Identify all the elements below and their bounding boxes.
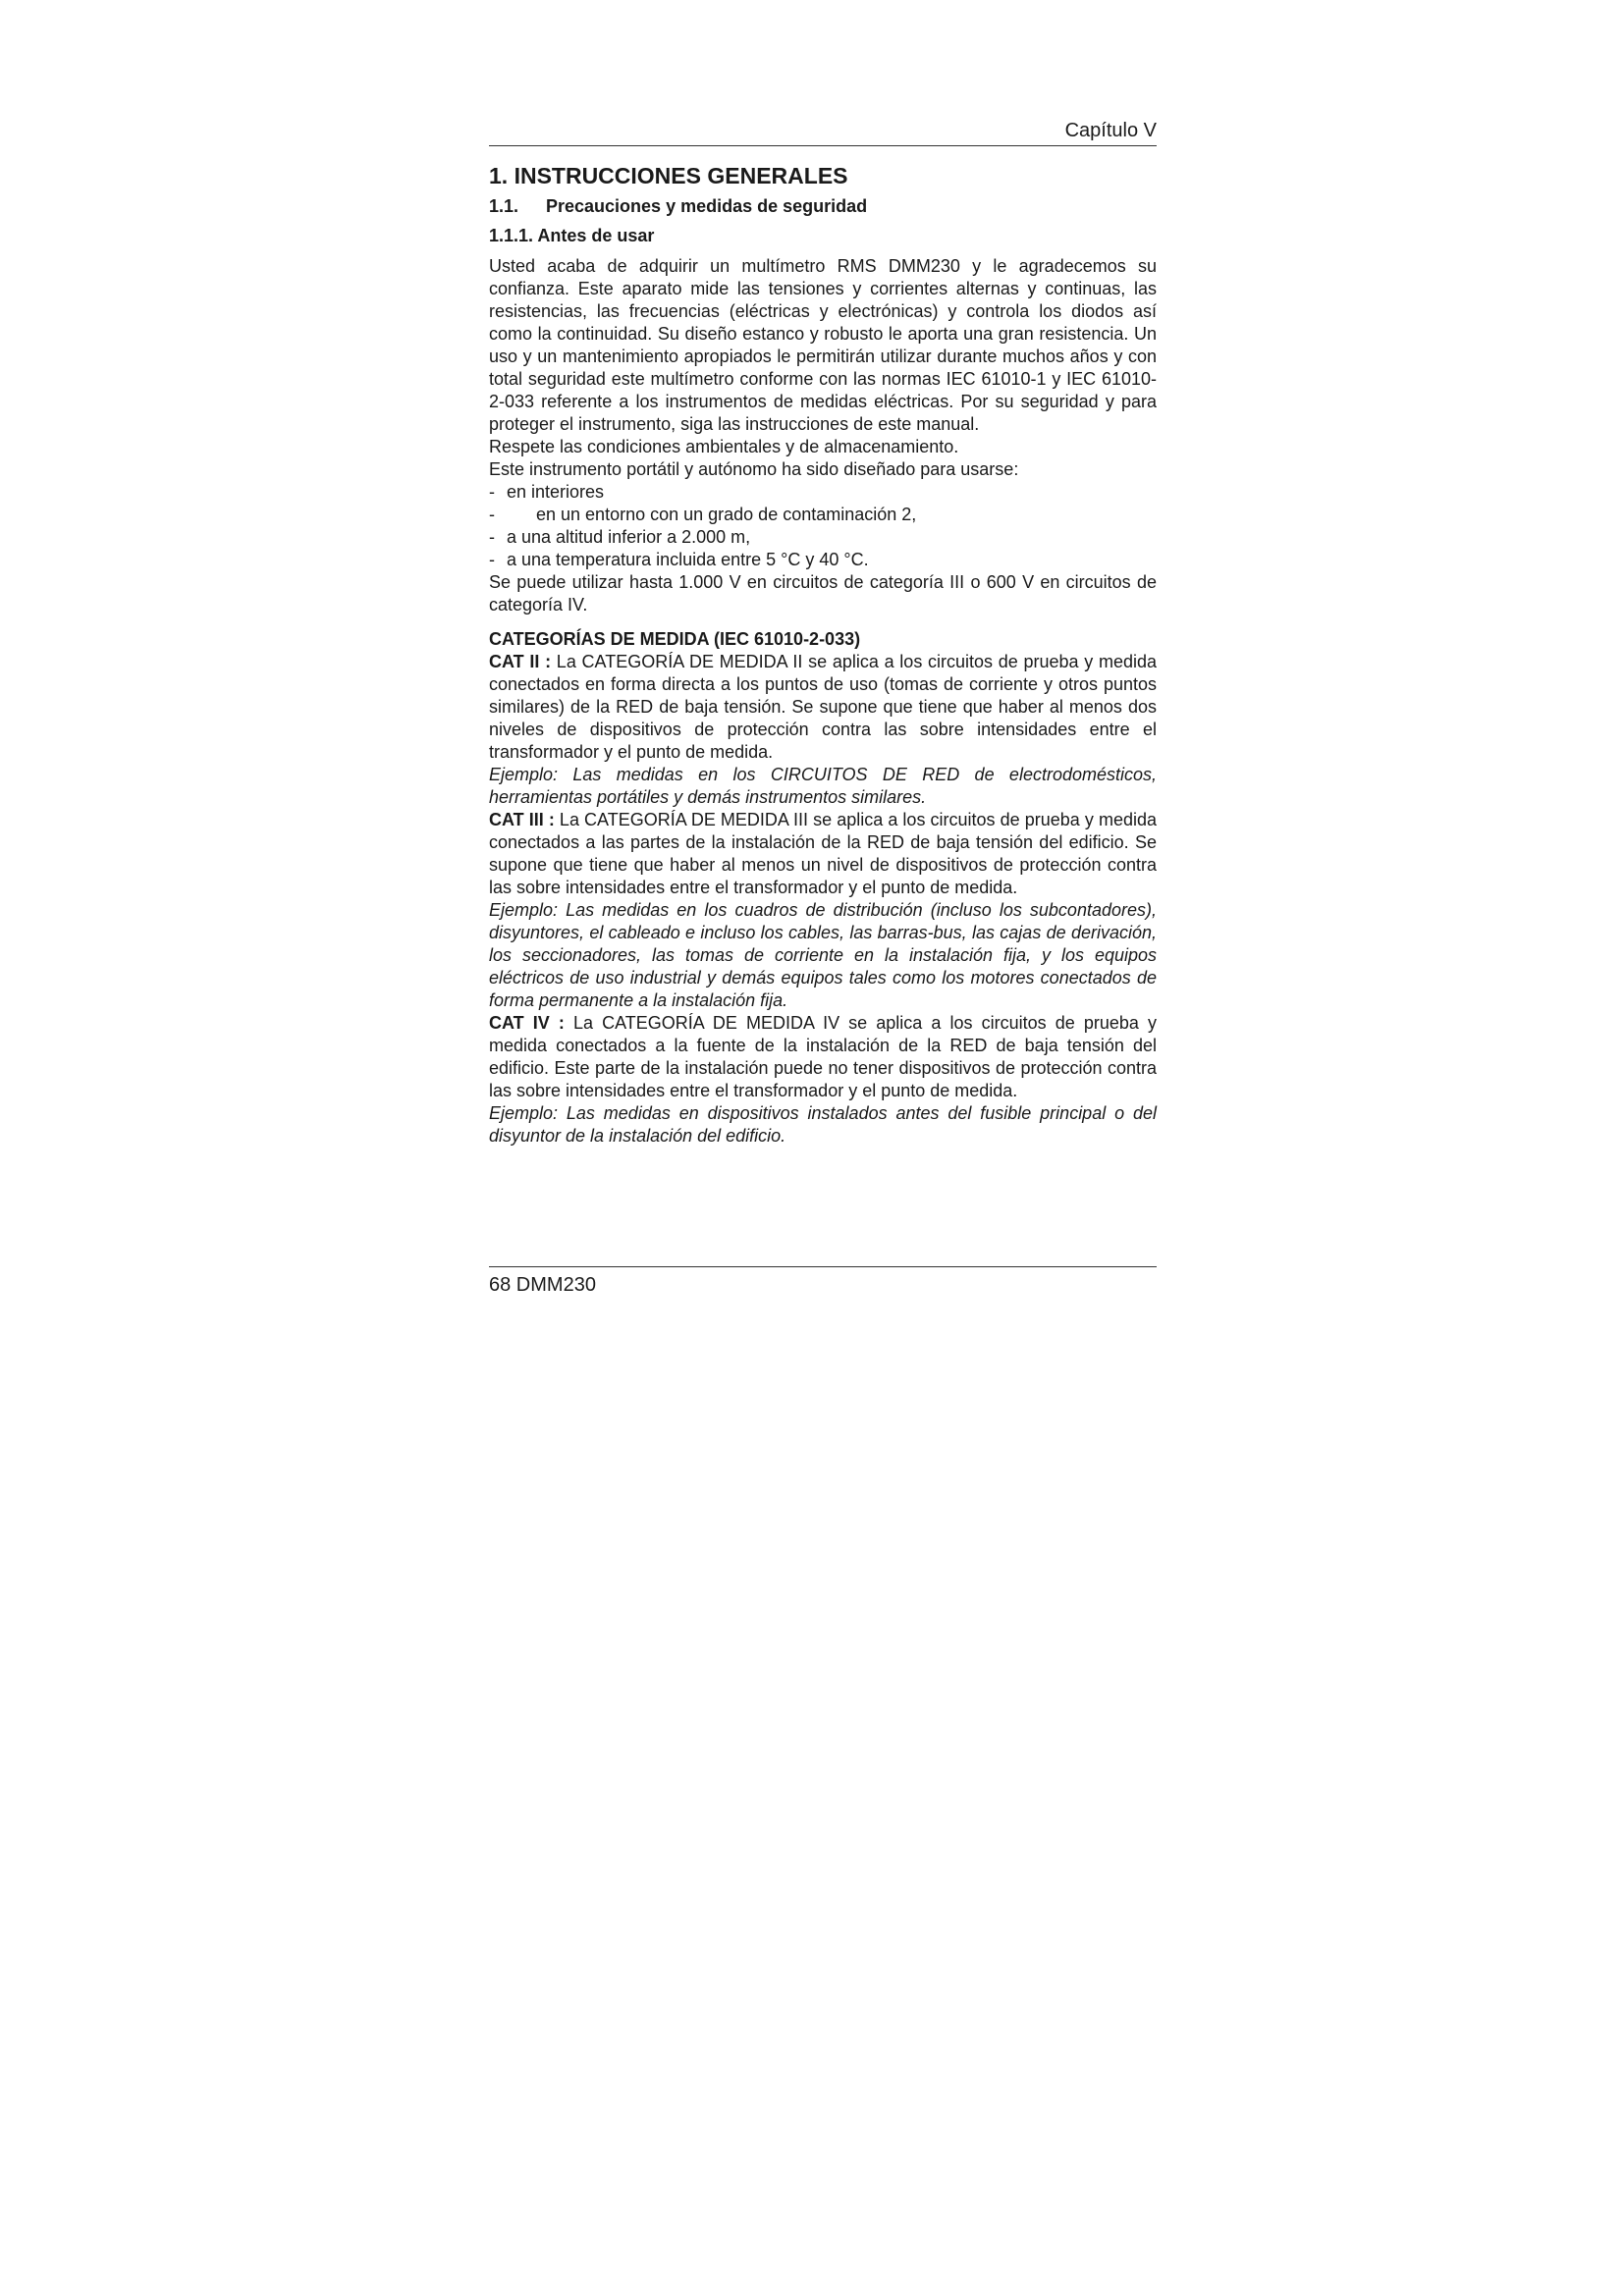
cat4-example: Ejemplo: Las medidas en dispositivos instalados antes del fusible principal o del disyuntor de la instalación del edificio. bbox=[489, 1103, 1157, 1146]
usage-paragraph: Se puede utilizar hasta 1.000 V en circuitos de categoría III o 600 V en circuitos de categoría IV. bbox=[489, 572, 1157, 614]
portable-paragraph: Este instrumento portátil y autónomo ha sido diseñado para usarse: bbox=[489, 459, 1019, 479]
list-item: - a una altitud inferior a 2.000 m, bbox=[489, 527, 751, 547]
categories-heading: CATEGORÍAS DE MEDIDA (IEC 61010-2-033) bbox=[489, 629, 861, 649]
page-footer: 68 DMM230 bbox=[489, 1274, 596, 1296]
list-item: - a una temperatura incluida entre 5 °C y 40 °C. bbox=[489, 550, 869, 569]
list-item: - en interiores bbox=[489, 482, 605, 502]
section-label: Precauciones y medidas de seguridad bbox=[546, 196, 868, 216]
cat2-paragraph: CAT II : La CATEGORÍA DE MEDIDA II se aplica a los circuitos de prueba y medida conectados en forma directa a los puntos de uso (tomas de corriente y otros puntos similares) de la RED de baja tensión. Se supone que tiene que haber al menos dos niveles de dispositivos de protección contra las sobre intensidades entre el transformador y el punto de medida. bbox=[489, 652, 1158, 762]
usage-list bbox=[489, 481, 1157, 571]
cat3-example: Ejemplo: Las medidas en los cuadros de distribución (incluso los subcontadores), disyuntores, el cableado e incluso los cables, las barras-bus, las cajas de derivación, los seccionadores, las tomas de corriente en la instalación fija, y los equipos eléctricos de uso industrial y demás equipos tales como los motores conectados de forma permanente a la instalación fija. bbox=[489, 900, 1157, 1010]
header-divider bbox=[489, 145, 1157, 146]
cat3-paragraph: CAT III : La CATEGORÍA DE MEDIDA III se aplica a los circuitos de prueba y medida conectados a las partes de la instalación de la RED de baja tensión del edificio. Se supone que tiene que haber al menos un nivel de dispositivos de protección contra las sobre intensidades entre el transformador y el punto de medida. bbox=[489, 810, 1158, 897]
cat3-label: CAT III : bbox=[489, 810, 555, 829]
section-heading bbox=[489, 196, 867, 217]
subsection-heading: 1.1.1. Antes de usar bbox=[489, 226, 655, 245]
page-title: 1. INSTRUCCIONES GENERALES bbox=[489, 163, 848, 188]
intro-paragraph: Usted acaba de adquirir un multímetro RMS DMM230 y le agradecemos su confianza. Este aparato mide las tensiones y corrientes alternas y continuas, las resistencias, las frecuencias (eléctricas y electrónicas) y controla los diodos así como la continuidad. Su diseño estanco y robusto le aporta una gran resistencia. Un uso y un mantenimiento apropiados le permitirán utilizar durante muchos años y con total seguridad este multímetro conforme con las normas IEC 61010-1 y IEC 61010-2-033 referente a los instrumentos de medidas eléctricas. Por su seguridad y para proteger el instrumento, siga las instrucciones de este manual. bbox=[489, 256, 1157, 434]
footer-divider bbox=[489, 1266, 1157, 1267]
cat4-paragraph: CAT IV : La CATEGORÍA DE MEDIDA IV se aplica a los circuitos de prueba y medida conectados a la fuente de la instalación de la RED de baja tensión del edificio. Este parte de la instalación puede no tener dispositivos de protección contra las sobre intensidades entre el transformador y el punto de medida. bbox=[489, 1013, 1157, 1100]
section-number: 1.1. bbox=[489, 196, 519, 216]
list-item: - en un entorno con un grado de contaminación 2, bbox=[489, 505, 917, 524]
body-text bbox=[489, 255, 1157, 1148]
cat2-label: CAT II : bbox=[489, 652, 552, 671]
chapter-label: Capítulo V bbox=[1064, 120, 1157, 141]
cat2-example: Ejemplo: Las medidas en los CIRCUITOS DE RED de electrodomésticos, herramientas portátiles y demás instrumentos similares. bbox=[489, 765, 1157, 807]
cat4-label: CAT IV : bbox=[489, 1013, 565, 1033]
conditions-paragraph: Respete las condiciones ambientales y de almacenamiento. bbox=[489, 437, 959, 456]
